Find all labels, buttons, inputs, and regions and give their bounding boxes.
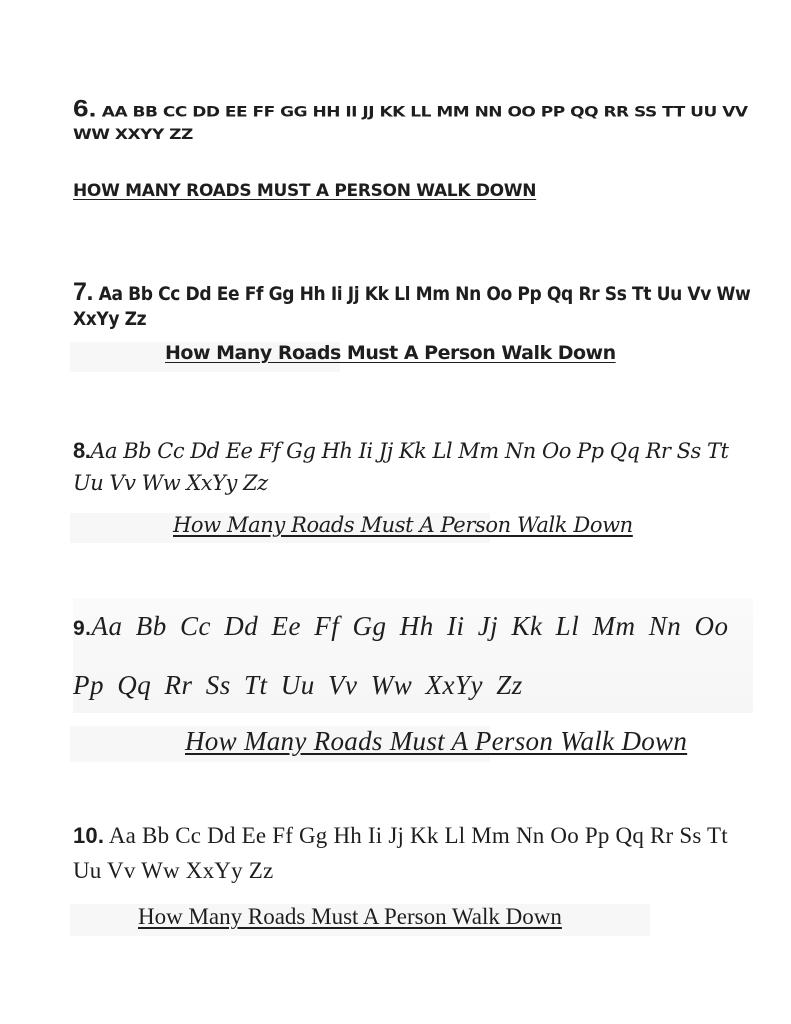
- sample-number: 8.: [73, 438, 91, 463]
- sample-phrase: How Many Roads Must A Person Walk Down: [138, 904, 562, 929]
- alphabet-text: Aa Bb Cc Dd Ee Ff Gg Hh Ii Jj Kk Ll Mm Nn Oo Pp Qq Rr Ss Tt Uu Vv Ww XxYy Zz: [73, 823, 728, 883]
- sample-number: 7.: [73, 278, 94, 306]
- sample-number: 10.: [73, 823, 105, 848]
- alphabet-text: AA BB CC DD EE FF GG HH II JJ KK LL MM NN OO PP QQ RR SS TT UU VV WW XXYY ZZ: [73, 103, 748, 144]
- alphabet-text: Aa Bb Cc Dd Ee Ff Gg Hh Ii Jj Kk Ll Mm Nn Oo Pp Qq Rr Ss Tt Uu Vv Ww XxYy Zz: [73, 439, 729, 495]
- sample-number: 9.: [73, 617, 92, 640]
- sample-phrase: HOW MANY ROADS MUST A PERSON WALK DOWN: [73, 181, 537, 201]
- sample-number: 6.: [73, 95, 97, 122]
- sample-phrase: How Many Roads Must A Person Walk Down: [173, 513, 633, 537]
- alphabet-line: [73, 435, 753, 499]
- alphabet-line: [73, 818, 753, 888]
- alphabet-text: Aa Bb Cc Dd Ee Ff Gg Hh Ii Jj Kk Ll Mm Nn Oo Pp Qq Rr Ss Tt Uu Vv Ww XxYy Zz: [73, 611, 729, 700]
- sample-phrase: How Many Roads Must A Person Walk Down: [165, 342, 616, 364]
- alphabet-text: Aa Bb Cc Dd Ee Ff Gg Hh Ii Jj Kk Ll Mm Nn Oo Pp Qq Rr Ss Tt Uu Vv Ww XxYy Zz: [73, 283, 751, 330]
- alphabet-line: [73, 280, 753, 332]
- sample-phrase: How Many Roads Must A Person Walk Down: [185, 726, 688, 756]
- alphabet-line: [73, 598, 753, 713]
- alphabet-line: [73, 95, 753, 146]
